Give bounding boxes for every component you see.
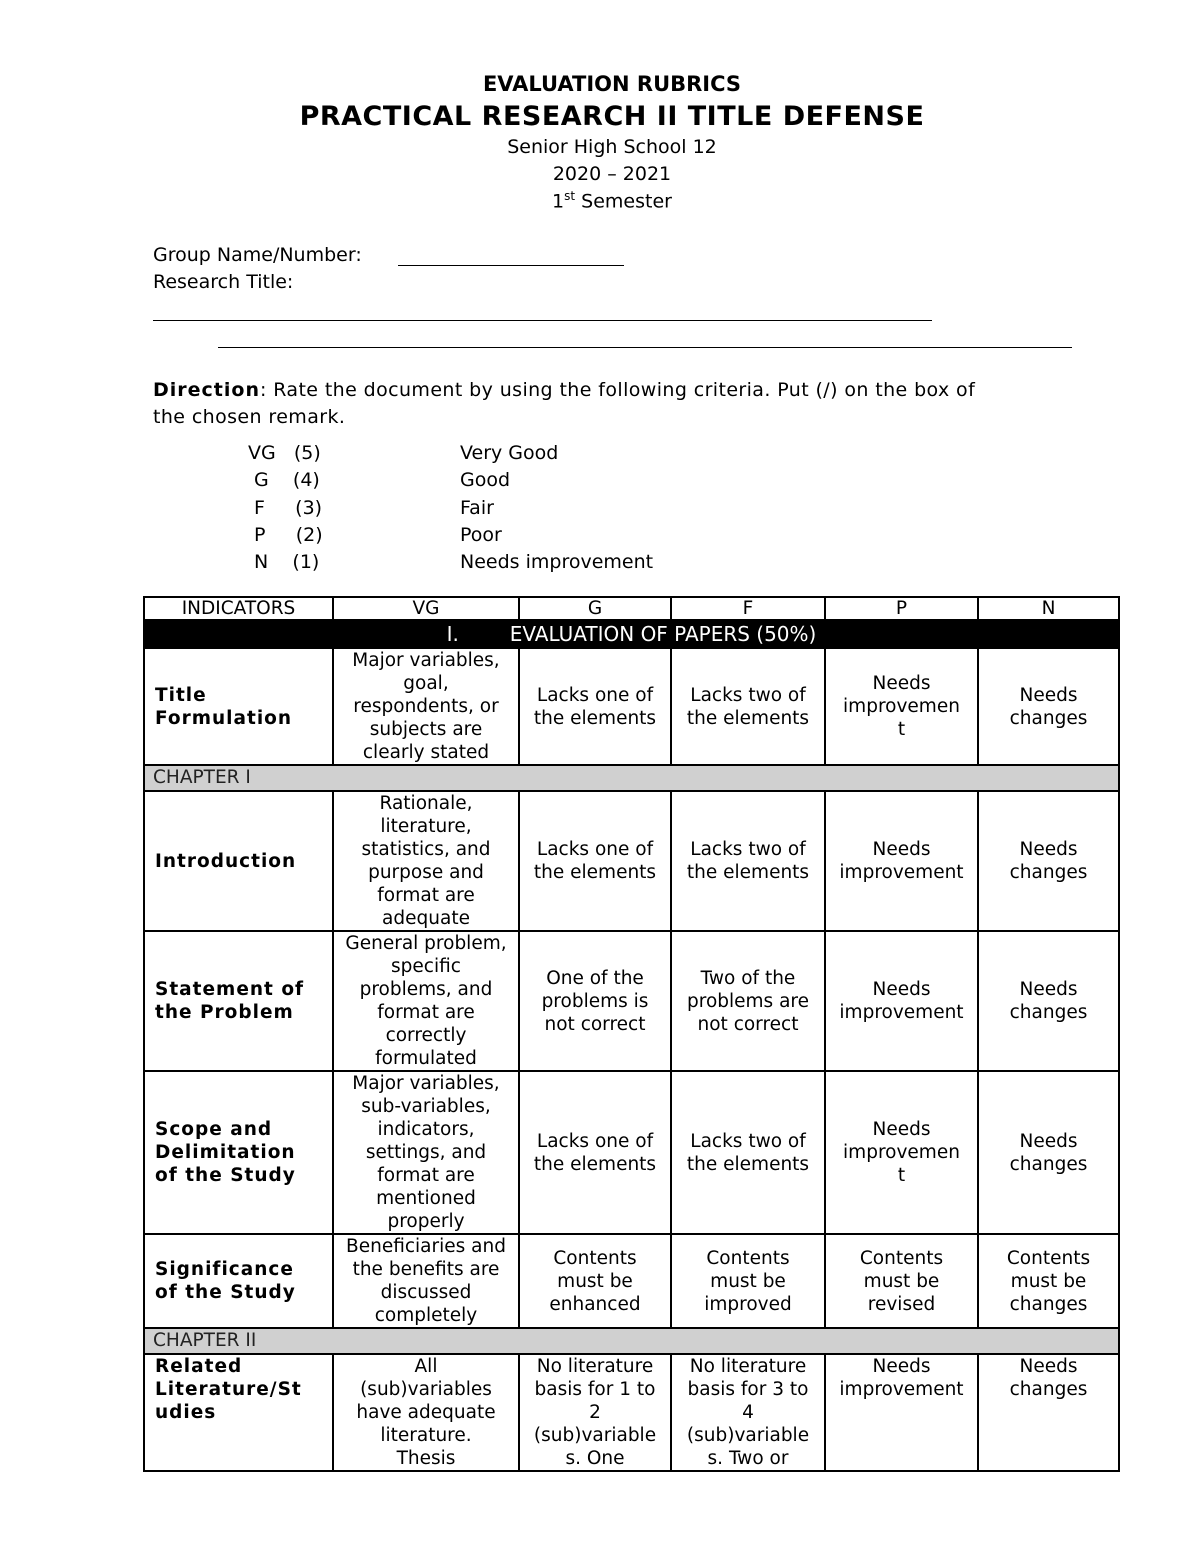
grade-level: Senior High School 12 bbox=[507, 136, 717, 158]
table-row bbox=[144, 931, 1119, 1071]
criteria-cell-f[interactable]: Two of the problems are not correct bbox=[671, 931, 825, 1071]
criteria-cell-n[interactable]: Contents must be changes bbox=[978, 1234, 1119, 1328]
legend-code: F (3) bbox=[248, 496, 323, 519]
criteria-cell-g[interactable]: Lacks one of the elements bbox=[519, 1071, 671, 1234]
legend-meaning: Good bbox=[460, 469, 511, 492]
group-name-blank[interactable] bbox=[398, 265, 624, 266]
criteria-cell-n[interactable]: Needs changes bbox=[978, 648, 1119, 765]
legend-code: P (2) bbox=[248, 523, 323, 546]
chapter-row bbox=[144, 765, 1119, 791]
criteria-cell-f[interactable]: Lacks two of the elements bbox=[671, 1071, 825, 1234]
direction-instruction: : Rate the document by using the following criteria. Put (/) on the box of bbox=[259, 379, 976, 401]
criteria-cell-p[interactable]: Contents must be revised bbox=[825, 1234, 978, 1328]
criteria-cell-g[interactable]: No literature basis for 1 to 2 (sub)variable s. One bbox=[519, 1354, 671, 1471]
semester-number: 1 bbox=[552, 190, 565, 213]
criteria-cell-n[interactable]: Needs changes bbox=[978, 1354, 1119, 1471]
indicator-cell: Significance of the Study bbox=[144, 1234, 333, 1328]
legend-meaning: Fair bbox=[460, 496, 494, 519]
rubric-table bbox=[143, 596, 1120, 1472]
indicator-cell: Scope and Delimitation of the Study bbox=[144, 1071, 333, 1234]
column-header-f: F bbox=[671, 597, 825, 620]
legend-meaning: Poor bbox=[460, 523, 502, 546]
criteria-cell-vg[interactable]: Major variables, sub-variables, indicators, settings, and format are mentioned properly bbox=[333, 1071, 519, 1234]
criteria-cell-vg[interactable]: Rationale, literature, statistics, and purpose and format are adequate bbox=[333, 791, 519, 931]
table-row bbox=[144, 1354, 1119, 1471]
legend-meaning: Needs improvement bbox=[460, 551, 654, 574]
school-year: 2020 – 2021 bbox=[552, 163, 672, 185]
indicator-cell: Title Formulation bbox=[144, 648, 333, 765]
semester-label: Semester bbox=[575, 190, 672, 213]
legend-code: N (1) bbox=[248, 551, 320, 574]
criteria-cell-p[interactable]: Needs improvement bbox=[825, 931, 978, 1071]
research-title-blank-1[interactable] bbox=[153, 320, 932, 321]
column-header-indicators: INDICATORS bbox=[144, 597, 333, 620]
indicator-cell: Introduction bbox=[144, 791, 333, 931]
criteria-cell-n[interactable]: Needs changes bbox=[978, 1071, 1119, 1234]
direction-label: Direction bbox=[153, 379, 260, 401]
criteria-cell-vg[interactable]: Beneficiaries and the benefits are discussed completely bbox=[333, 1234, 519, 1328]
column-header-p: P bbox=[825, 597, 978, 620]
column-header-g: G bbox=[519, 597, 671, 620]
section-heading: I. EVALUATION OF PAPERS (50%) bbox=[144, 620, 1119, 648]
research-title-label: Research Title: bbox=[153, 271, 294, 293]
criteria-cell-f[interactable]: Contents must be improved bbox=[671, 1234, 825, 1328]
table-row bbox=[144, 648, 1119, 765]
indicator-cell: Statement of the Problem bbox=[144, 931, 333, 1071]
criteria-cell-g[interactable]: One of the problems is not correct bbox=[519, 931, 671, 1071]
table-row bbox=[144, 1234, 1119, 1328]
semester-suffix: st bbox=[564, 189, 576, 203]
column-header-vg: VG bbox=[333, 597, 519, 620]
section-row bbox=[144, 620, 1119, 648]
criteria-cell-p[interactable]: Needs improvemen t bbox=[825, 1071, 978, 1234]
criteria-cell-g[interactable]: Contents must be enhanced bbox=[519, 1234, 671, 1328]
column-header-n: N bbox=[978, 597, 1119, 620]
criteria-cell-p[interactable]: Needs improvement bbox=[825, 1354, 978, 1471]
legend-meaning: Very Good bbox=[460, 442, 559, 464]
direction-text-2: the chosen remark. bbox=[153, 406, 346, 428]
research-title-blank-2[interactable] bbox=[218, 347, 1072, 348]
criteria-cell-n[interactable]: Needs changes bbox=[978, 791, 1119, 931]
criteria-cell-p[interactable]: Needs improvement bbox=[825, 791, 978, 931]
criteria-cell-g[interactable]: Lacks one of the elements bbox=[519, 791, 671, 931]
criteria-cell-vg[interactable]: All (sub)variables have adequate literature. Thesis bbox=[333, 1354, 519, 1471]
indicator-cell: Related Literature/St udies bbox=[144, 1354, 333, 1471]
criteria-cell-f[interactable]: Lacks two of the elements bbox=[671, 648, 825, 765]
criteria-cell-n[interactable]: Needs changes bbox=[978, 931, 1119, 1071]
direction-text bbox=[153, 379, 975, 401]
table-row bbox=[144, 791, 1119, 931]
chapter-heading: CHAPTER I bbox=[144, 765, 1119, 791]
criteria-cell-g[interactable]: Lacks one of the elements bbox=[519, 648, 671, 765]
group-name-label: Group Name/Number: bbox=[153, 244, 362, 266]
criteria-cell-f[interactable]: Lacks two of the elements bbox=[671, 791, 825, 931]
chapter-heading: CHAPTER II bbox=[144, 1328, 1119, 1354]
legend-code: G (4) bbox=[248, 469, 320, 492]
doc-subtitle: PRACTICAL RESEARCH II TITLE DEFENSE bbox=[299, 101, 925, 132]
criteria-cell-vg[interactable]: General problem, specific problems, and format are correctly formulated bbox=[333, 931, 519, 1071]
criteria-cell-p[interactable]: Needs improvemen t bbox=[825, 648, 978, 765]
chapter-row bbox=[144, 1328, 1119, 1354]
criteria-cell-f[interactable]: No literature basis for 3 to 4 (sub)variable s. Two or bbox=[671, 1354, 825, 1471]
criteria-cell-vg[interactable]: Major variables, goal, respondents, or subjects are clearly stated bbox=[333, 648, 519, 765]
table-header-row bbox=[144, 597, 1119, 620]
doc-title: EVALUATION RUBRICS bbox=[482, 72, 742, 96]
legend-code: VG (5) bbox=[248, 442, 321, 464]
semester bbox=[0, 189, 1200, 212]
table-row bbox=[144, 1071, 1119, 1234]
